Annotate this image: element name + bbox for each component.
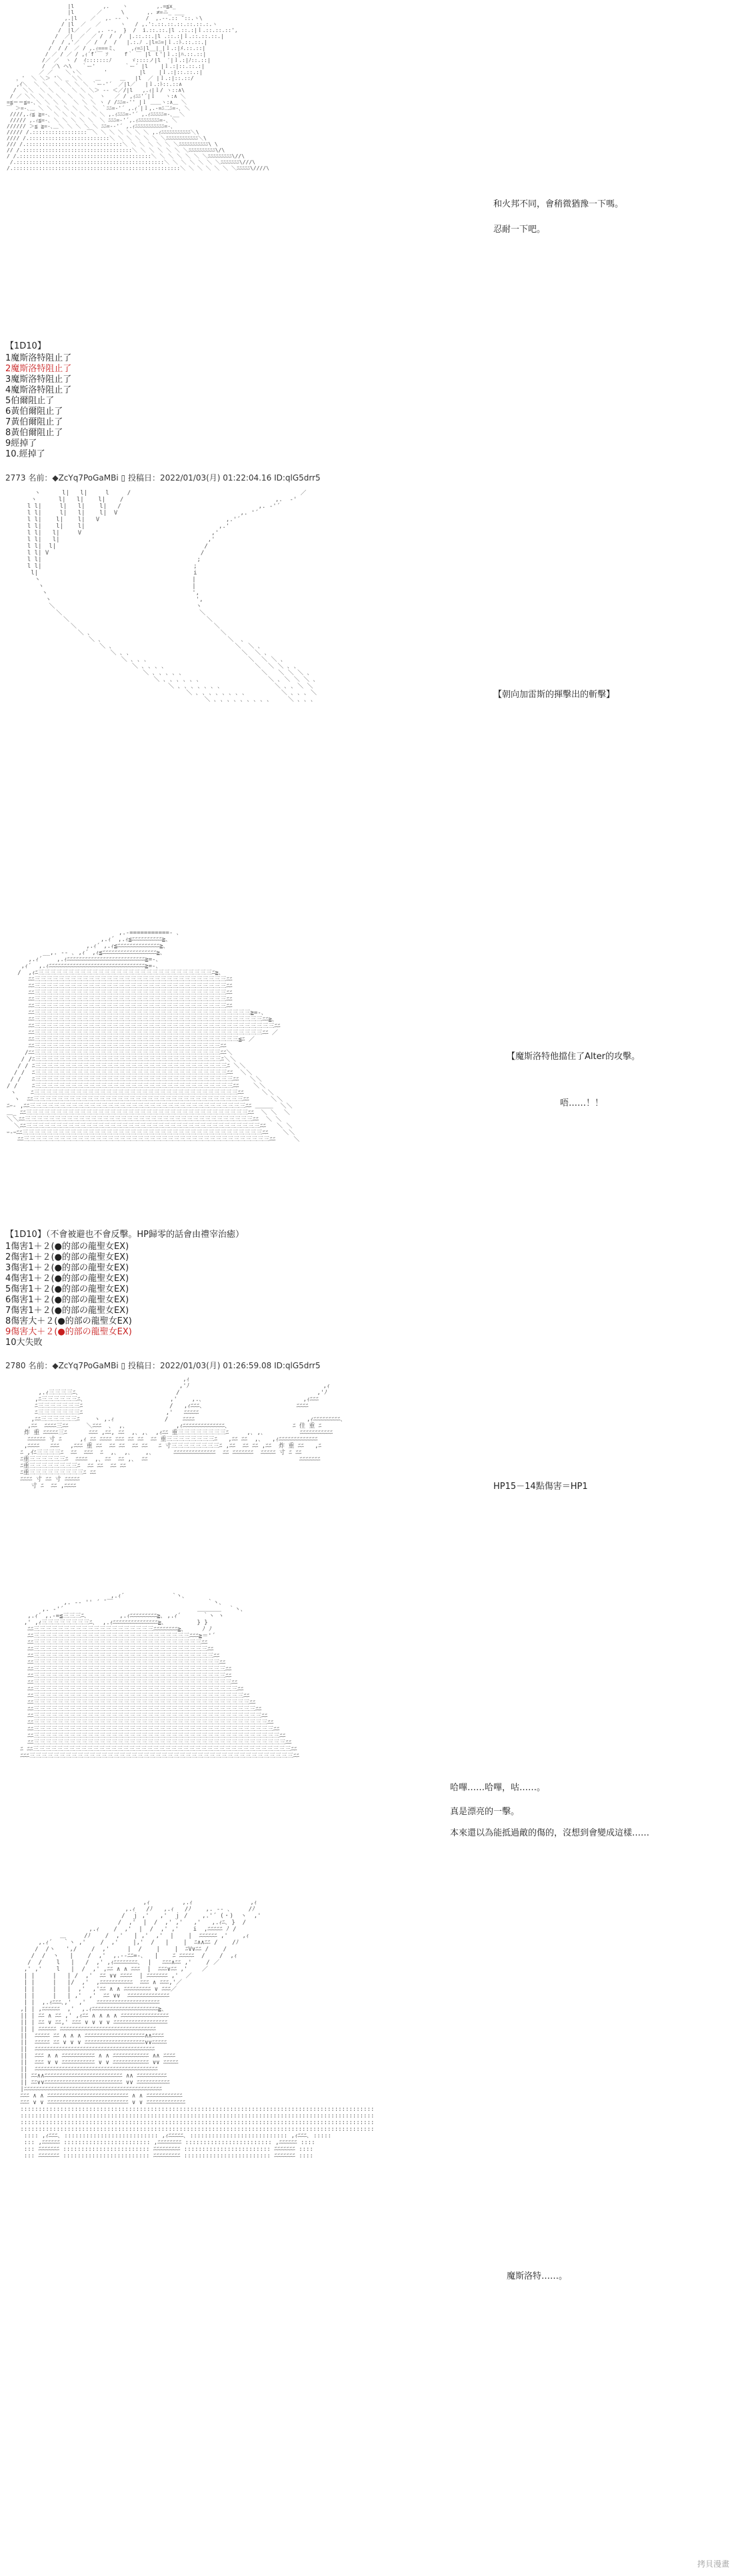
narration-panting: 哈嗶……哈嗶，咕……。 — [450, 1783, 546, 1793]
dice-result: 8黃伯爾阻止了 — [5, 428, 63, 438]
narration-unexpected: 本來還以為能抵過敵的傷的，沒想到會變成這樣…… — [450, 1828, 650, 1838]
dice-label-1: 【1D10】 — [5, 341, 46, 351]
dice-result-selected: 9傷害大＋２(●的部の龍聖女EX) — [5, 1327, 132, 1337]
dice-result: 6傷害1＋２(●的部の龍聖女EX) — [5, 1295, 129, 1305]
ascii-art-armored-knight: ,ｨ ,.ｨ ,ｨ ,.ｨ /ﾉ ,.ｨ /ﾉ ,. ‐‐ ､ /ﾉ / ｊ ,' ,' ｊ / ,.'´ (・) ヽ ,' / ,' | / ,' ,' ,' ,.ｨﾆ､ } / ,.ｨ / ,' | / ,' ,' i ,ﾆﾆﾆﾆﾆ ﾉ / ＿ /ﾉ / ,' | ,' ,' | | ﾆﾆﾆﾆﾆﾆ ,' ,ｨ ,.ｨ´ ｀ヽ ,' / ,' |,' / | | ﾆ∧∧ﾆﾆ / /ﾉ / /ヽ ',/ / ,' | / | | ﾆV∨ﾆﾆ / / / / ヽ | / ,' ,.-‐ﾆﾆ=-､ | ﾆ ﾆﾆﾆﾆﾆ / / ,ｨ / / l | / ,' ,ｨﾆﾆﾆﾆﾆﾆﾆﾆ､ | ﾆﾆﾆ∧ﾆﾆ ,' / ／ ,' ,' l | / ,' ,ﾆﾆ ∧ ∧ ﾆﾆﾆ | ﾆﾆﾆ∨ﾆﾆ ,' ／ | | | | / ,' ﾆﾆ ∨∨ ﾆﾆﾆﾆ | ﾆﾆﾆﾆﾆﾆﾆ ,' ／ | | | |/ ,' ,ﾆﾆﾆﾆﾆﾆﾆﾆﾆﾆﾆ ﾆﾆﾆ ∧ ﾆﾆﾆ,'／ | | | | ,' ,'ﾆﾆ ∧ ∧ ﾆﾆﾆﾆﾆﾆﾆﾆﾆ ∨ ﾆﾆﾆ／ | | | | ,' ,' ﾆﾆ ∨∨ ﾆﾆﾆﾆﾆﾆﾆﾆﾆﾆﾆﾆﾆﾆ | | ,.ｨﾆﾆﾆ､,' ,' ﾆﾆﾆﾆﾆﾆﾆﾆﾆﾆﾆﾆﾆﾆﾆﾆﾆﾆﾆﾆﾆ ,| | ,ﾆﾆﾆﾆﾆﾆ ,' ,.ｨﾆﾆﾆﾆﾆﾆﾆﾆﾆﾆﾆﾆﾆﾆﾆﾆﾆﾆﾆﾆﾆﾆ≧､ || | ﾆﾆ ∧ ﾆﾆ ,' ,ｨﾆﾆ ∧ ∧ ∧ ∧ ﾆﾆﾆﾆﾆﾆﾆﾆﾆﾆﾆﾆﾆﾆﾆﾆ || | ﾆﾆ ∨ ﾆﾆ,' ﾆﾆﾆ ∨ ∨ ∨ ∨ ﾆﾆﾆﾆﾆﾆﾆﾆﾆﾆﾆﾆﾆﾆﾆﾆﾆﾆ || | ﾆﾆﾆﾆﾆﾆ ﾆﾆﾆﾆﾆﾆﾆﾆﾆﾆﾆﾆﾆﾆﾆﾆﾆﾆﾆﾆﾆﾆﾆﾆﾆﾆﾆﾆﾆﾆﾆﾆ || ﾆﾆﾆﾆﾆ ﾆﾆ ∧ ∧ ∧ ﾆﾆﾆﾆﾆﾆﾆﾆﾆﾆﾆﾆﾆﾆﾆﾆﾆﾆﾆﾆ∧∧ﾆﾆﾆﾆ || ﾆﾆﾆﾆﾆ ﾆﾆ ∨ ∨ ∨ ﾆﾆﾆﾆﾆﾆﾆﾆﾆﾆﾆﾆﾆﾆﾆﾆﾆﾆﾆﾆ∨∨ﾆﾆﾆﾆﾆ || ﾆﾆﾆﾆﾆﾆﾆﾆﾆﾆﾆﾆﾆﾆﾆﾆﾆﾆﾆﾆﾆﾆﾆﾆﾆﾆﾆﾆﾆﾆﾆﾆﾆﾆﾆﾆﾆﾆﾆﾆ || ﾆﾆﾆ ∧ ∧ ﾆﾆﾆﾆﾆﾆﾆﾆﾆﾆﾆ ∧ ∧ ﾆﾆﾆﾆﾆﾆﾆﾆﾆﾆﾆﾆ ∧∧ ﾆﾆﾆﾆ || ﾆﾆﾆ ∨ ∨ ﾆﾆﾆﾆﾆﾆﾆﾆﾆﾆﾆ ∨ ∨ ﾆﾆﾆﾆﾆﾆﾆﾆﾆﾆﾆﾆ ∨∨ ﾆﾆﾆﾆﾆ || ﾆﾆﾆﾆﾆﾆﾆﾆﾆﾆﾆﾆﾆﾆﾆﾆﾆﾆﾆﾆﾆﾆﾆﾆﾆﾆﾆﾆﾆﾆﾆﾆﾆﾆﾆﾆﾆﾆﾆﾆﾆ || ﾆﾆ∧∧ﾆﾆﾆﾆﾆﾆﾆﾆﾆﾆﾆﾆﾆﾆﾆﾆﾆﾆﾆﾆﾆﾆﾆﾆﾆﾆ ∧∧ ﾆﾆﾆﾆﾆﾆﾆﾆﾆﾆ || ﾆﾆ∨∨ﾆﾆﾆﾆﾆﾆﾆﾆﾆﾆﾆﾆﾆﾆﾆﾆﾆﾆﾆﾆﾆﾆﾆﾆﾆﾆ ∨∨ ﾆﾆﾆﾆﾆﾆﾆﾆﾆﾆﾆ |ﾆﾆﾆﾆﾆﾆﾆﾆﾆﾆﾆﾆﾆﾆﾆﾆﾆﾆﾆﾆﾆﾆﾆﾆﾆﾆﾆﾆﾆﾆﾆﾆﾆﾆﾆﾆﾆﾆﾆﾆﾆﾆﾆﾆﾆﾆ ﾆﾆﾆ ∧ ∧ ﾆﾆﾆﾆﾆﾆﾆﾆﾆﾆﾆﾆﾆﾆﾆﾆﾆﾆﾆﾆﾆﾆﾆﾆﾆﾆﾆ ∧ ∧ ﾆﾆﾆﾆﾆﾆﾆﾆﾆﾆﾆﾆ ﾆﾆﾆ ∨ ∨ ﾆﾆﾆﾆﾆﾆﾆﾆﾆﾆﾆﾆﾆﾆﾆﾆﾆﾆﾆﾆﾆﾆﾆﾆﾆﾆﾆ ∨ ∨ ﾆﾆﾆﾆﾆﾆﾆﾆﾆﾆﾆﾆﾆ :::::::::::::::::::::::::::::::::::::::::::::::::::::::::::::::::::::::::::::::::::::::::::::::::: :::::::::::::::::::::::::::::::::::::::::::::::::::::::::::::::::::::::::::::::::::::::::::::::::: :::::::::::::::::::::::::::::::::::::::::::::::::::::::::::::::::::::::::::::::::::::::::::::::::: :::::::::::::::::::::::::::::::::::::::::::::::::::::::::::::::::::::::::::::::::::::::::::::::::: :::: ,ｨﾆﾆﾆ､ :::::::::::::::::::::::::: ,ｨﾆﾆﾆﾆﾆ､ ::::::::::::::::::::::::::: ,ｨﾆﾆﾆ､ ::::: ::: ,ﾆﾆﾆﾆﾆﾆ :::::::::::::::::::::::: ,ﾆﾆﾆﾆﾆﾆﾆﾆ :::::::::::::::::::::::: ,ﾆﾆﾆﾆﾆﾆ :::: ::: ﾆﾆﾆﾆﾆﾆﾆ :::::::::::::::::::::::: ﾆﾆﾆﾆﾆﾆﾆﾆﾆ :::::::::::::::::::::::: ﾆﾆﾆﾆﾆﾆﾆ :::: ::: ﾆﾆﾆﾆﾆﾆﾆ :::::::::::::::::::::::: ﾆﾆﾆﾆﾆﾆﾆﾆﾆ :::::::::::::::::::::::: ﾆﾆﾆﾆﾆﾆﾆ :::: — [20, 1900, 375, 2159]
narration-lancelot-blocks: 【魔斯洛特他擋住了Alter的攻擊。 — [507, 1052, 640, 1062]
ascii-art-knights-embrace: |l ,. ヽ ,.=≦x_ |l ／ \ ,. ≠=ニ_ ___ ,.|l ／ ,. -‐ ヽ / ,.-‐.:: ̄ ::.ヽ\ / |l ／ ／ ヽ / ,.':.::.::.::.::.::.:.ヽ / |l／ ／ ,. ‐‐, } / i.::.::.|l .::.:|ｌ.::.::.::', / ／| ／ ／ / / / |.::.::.|l .::.:|ｌ.::.::.::.| / / ,'／ ／ / / / |.:.ﾉ .|l=ﾆ=|ｌ.:ﾄ.::.::.| / / / ／ / ,.ｨ===ミ、 ,ｨ=ﾆ|l__|_|ｌ.:|ﾒ.::.::| / ／ / ／ / ,ｨ´f´￣ ｿ f｀ ￣ |l ｔ'|ｌ.:|ﾊ.::.::| /／ ／ ヽ / ｲ:::::::ﾉ ゞ::::ノ|l ′|ｌ.:|ﾉ::.::| / ／\ ヘ\ ｀ー' ｀ー´ |l |ｌ.:|::.::.:| ／ ／ ＼ヽ＼ ' |l |ｌ.:|::.::.:| ，' ＼ ＼＞ '＼ _ ＼＼ ＿ ＿ |l ／ |ｌ.:|::.::/ ,ｲ＼ ＼ ＼ ＼ ＼ ＼ ＼ ｀ー‐'´ ／|l／ |ｌ.:ﾄ::.::∧ / ＼＼ ＼ ＼ ＼ ＼ ＼ ＼＞ ‐‐ ＜／/|l ,.ｨ|ｌ/ ヽ::∧\ / ／ ＼＼ ＼ ＼ ＼ ＼ ＼ ＼ ヽ ／ / ,ｨﾆﾆ'´|ｌ ヽ:∧ ＼ =≦＝＝≦=-､＼ ＼ ＼ ＼ ＼ ＼ ＼ ヽ / /ﾆﾆ=‐'' |ｌ ＿＿ヽ:∧＿ ＼ ￣ ＞=-､＿ ＼ ＼ ＼ ＼ ＼ ＼ ＼ ｀ﾆﾆ=‐'´ ,.ｨ´|ｌ,.-=ﾆ二ﾆ=-､ ＼ ////,.ｨ≦ ≧=-､ ＼ ＼ ＼ ＼ ＼ ＼ ,.ｨﾆﾆﾆ=‐'´ ,.ｨﾆﾆﾆﾆﾆ=-､__＼ ///// ,.ｨ≦=-､ ＼ ＼ ＼ ＼ ＼ ＼ ﾆﾆﾆ=‐'´,.ｨﾆﾆﾆﾆﾆﾆﾆﾆ=-､ ＼ ////// ＞≦ ≧=-､＿＼ ＼ ＼ ＼ ＼ ﾆﾆ=-‐'´ ,.ｨﾆﾆﾆﾆﾆﾆﾆﾆﾆﾆﾆ=-､ ///// /.:::::::::::::::::￣＼ ＼ ＼ ＼ ＼ ＼ ＼ ,.ｨﾆﾆﾆﾆﾆﾆﾆﾆﾆﾆﾆ＼\ //// /.:::::::::::::::::::::::::＼ ＼ ＼ ＼ ＼ ＼ ＼ﾆﾆﾆﾆﾆﾆﾆﾆﾆﾆﾆﾆ＼\ /// /.::::::::::::::::::::::::::::::＼ ＼ ＼ ＼ ＼ ＼ ＼ﾆﾆﾆﾆﾆﾆﾆﾆﾆﾆﾆ\ \ // /.::::::::::::::::::::::::::::::::::＼ ＼ ＼ ＼ ＼ ＼ ＼ﾆﾆﾆﾆﾆﾆﾆﾆﾆﾆ\/\ / /.:::::::::::::::::::::::::::::::::::::::::＼ ＼ ＼ ＼ ＼ ＼ ＼ﾆﾆﾆﾆﾆﾆﾆﾆﾆ\//\ /.::::::::::::::::::::::::::::::::::::::::::::::＼ ＼ ＼ ＼ ＼ ＼ ＼ﾆﾆﾆﾆﾆﾆﾆ\///\ /.::::::::::::::::::::::::::::::::::::::::::::::::::::＼ ＼ ＼ ＼ ＼ ＼ ＼ﾆﾆﾆﾆﾆ\////\ — [7, 3, 269, 171]
dice-result: 5傷害1＋２(●的部の龍聖女EX) — [5, 1284, 129, 1294]
dice-result: 4魔斯洛特阻止了 — [5, 385, 72, 395]
dice-result: 5伯爾阻止了 — [5, 396, 55, 406]
dice-result: 7黃伯爾阻止了 — [5, 417, 63, 427]
dice-results-1 — [5, 353, 71, 460]
dice-result: 4傷害1＋２(●的部の龍聖女EX) — [5, 1274, 129, 1284]
dice-result: 3魔斯洛特阻止了 — [5, 375, 72, 385]
dice-result-selected: 2魔斯洛特阻止了 — [5, 364, 72, 374]
dice-result: 10.經掉了 — [5, 449, 45, 459]
hp-calculation: HP15－14點傷害＝HP1 — [493, 1482, 588, 1492]
dice-result: 8傷害大＋２(●的部の龍聖女EX) — [5, 1316, 132, 1326]
ascii-art-lancelot-blocks: ,.-===========- ､ ,.ｨ´ ,.ｨ≦ﾆﾆﾆﾆﾆﾆﾆﾆﾆﾆ≧､ ,.ｨ´ ,.ｨ≦ﾆﾆﾆﾆﾆﾆﾆﾆﾆﾆﾆﾆﾆﾆ≧､ __,. -‐ ､ ,ｨ´ ,ｨ≦ﾆﾆﾆﾆﾆﾆﾆﾆﾆﾆﾆﾆﾆﾆﾆﾆﾆﾆ≧､ ,.ｨ´ ,.ｨﾆﾆﾆﾆﾆﾆﾆﾆﾆﾆﾆﾆﾆﾆﾆﾆﾆﾆﾆﾆﾆﾆﾆﾆﾆﾆ≧=-､ ,ｨ´ ,.ｨﾆﾆﾆﾆﾆﾆﾆﾆﾆﾆﾆﾆﾆﾆﾆﾆﾆﾆﾆﾆﾆﾆﾆﾆﾆﾆﾆﾆﾆﾆﾆﾆ≧=-､ / ,ｨﾆ三三三三三三三三三三三三三三三三三三三三三三三三三三三三三ﾆ≧､ ﾆﾆ三三三三三三三三三三三三三三三三三三三三三三三三三三三三三三三三ﾆﾆ ﾆﾆ三三三三三三三三三三三三三三三三三三三三三三三三三三三三三三三三ﾆﾆ ﾆﾆ三三三三三三三三三三三三三三三三三三三三三三三三三三三三三三三三ﾆﾆ ﾆﾆ三三三三三三三三三三三三三三三三三三三三三三三三三三三三三三三三ﾆﾆ ﾆﾆ三三三三三三三三三三三三三三三三三三三三三三三三三三三三三三三三ﾆﾆ ﾆﾆ三三三三三三三三三三三三三三三三三三三三三三三三三三三三三三三三三三三三≧=-､ ﾆﾆ三三三三三三三三三三三三三三三三三三三三三三三三三三三三三三三三三三三三三三ﾆﾆ≧､ ﾆﾆ三三三三三三三三三三三三三三三三三三三三三三三三三三三三三三三三三三三三三三三三ﾆﾆ ﾆﾆ三三三三三三三三三三三三三三三三三三三三三三三三三三三三三三三三三三三三三三ﾆﾆ ／ ﾆﾆ三三三三三三三三三三三三三三三三三三三三三三三三三三三三三三三三三三≦ﾆ ／ ﾆﾆ三三三三三三三三三三三三三三三三三三三三三三三三三三三三三三三ﾆﾆ /ﾆﾆ三三三三三三三三三三三三三三三三三三三三三三三三三三三三三三三ﾆﾆ＼ / /ﾆ三三三三三三三三三三三三三三三三三三三三三三三三三三三三三三三ﾆ＼＼ / / ﾆ三三三三三三三三三三三三三三三三三三三三三三三三三三三三三三三三ﾆ ＼＼ / / ﾆ三三三三三三三三三三三三三三三三三三三三三三三三三三三三三三三三ﾆﾆ ＼＼ / / ﾆ三三三三三三三三三三三三三三三三三三三三三三三三三三三三三三三三三ﾆﾆ ＼＼ / / ﾆ三三三三三三三三三三三三三三三三三三三三三三三三三三三三三三三三三ﾆﾆ ＼＼ ヽ ﾆ三三三三三三三三三三三三三三三三三三三三三三三三三三三三三三三三三三ﾆﾆ ＼＼ ヽ ﾆﾆ三三三三三三三三三三三三三三三三三三三三三三三三三三三三三三三三三三三ﾆﾆ ＼＼ ﾆｰ- ,ﾆﾆ三三三三三三三三三三三三三三三三三三三三三三三三三三三三三三三三三三三三ﾆﾆ ＿＿＿ ＼＼ ＿_ ﾆﾆ三三三三三三三三三三三三三三三三三三三三三三三三三三三三三三三三三三三三三ﾆﾆ ＼ ＼ ＼ ＼＼ﾆﾆ三三三三三三三三三三三三三三三三三三三三三三三三三三三三三三三三三三三三三三ﾆﾆ ＼ ＼ ＼ﾆﾆ三三三三三三三三三三三三三三三三三三三三三三三三三三三三三三三三三三三三三三三ﾆﾆ ＼ ＼ ｰ-ｰﾆﾆ三三三三三三三三三三三三三三三三三三三三三三三三三三三三三三三三三三三三三三三三ﾆﾆ ＼＼ ﾆﾆ三三三三三三三三三三三三三三三三三三三三三三三三三三三三三三三三三三三三三三三三三ﾆﾆ ＼ — [7, 930, 300, 1143]
narration-beautiful-strike: 真是漂亮的一擊。 — [450, 1807, 520, 1817]
post-header-2780: 2780 名前：◆ZcYq7PoGaMBi ▯ 投稿日：2022/01/03(月) 01:26:59.08 ID:qlG5drr5 — [5, 1361, 321, 1370]
dice-result: 3傷害1＋２(●的部の龍聖女EX) — [5, 1263, 129, 1273]
dice-result: 1傷害1＋２(●的部の龍聖女EX) — [5, 1242, 129, 1252]
narration-slash-toward-gareth: 【朝向加雷斯的揮擊出的斬擊】 — [493, 690, 615, 700]
dice-label-2: 【1D10】（不會被避也不會反擊。HP歸零的話會由禮宰治癒） — [5, 1230, 244, 1240]
dice-result: 2傷害1＋２(●的部の龍聖女EX) — [5, 1252, 129, 1262]
narration-hesitate: 和火邦不同，會稍微猶豫一下嗎。 — [493, 199, 624, 209]
dice-results-2 — [5, 1242, 132, 1348]
ascii-art-slash-strike: ヽ l| l| l / ／ ヽ l| l| l| / ,. ‐' l l| l| l| l| / ,. ‐'´ l l| l| l| l| V ,. '´ l l| l| l| V ,.'´ l l| l| l| ,.' l l| l| V ,' l l| l| ,' l l| l| / l l| V / l l| ; l l| ; l| i ヽ | ヽ | ヽ ', ヽ ', ＼ ヽ ＼ ＼ ＼ ＼ ＼ ＼ ＼ ､ ＼ ＼ ､ ＼ ､ ＼ ､ ＼ ＼ ､ ＼ ､ ､ ＼ ＼ ､ ＼ ､ ､ ､ ＼ ＼ ＼ ､ ＼ ､ ､ ､ ､ ＼ ＼ ＼ ､ ､ ＼ ､ ､ ､ ､ ､ ＼ ＼ ＼ ＼ ､ ＼ ､ ､ ､ ､ ､ ､ ＼ ､ ＼ ＼ ＼ ､ ＼ ､ ､ ､ ､ ､ ､ ､ ＼ ､ ､ ＼ ＼ ＼ ､ ､ ､ ､ ､ ､ ､ ､ ＼ ､ ､ ､ ＼ ＼ ､ ､ ､ ､ ､ ､ ､ ､ ､ ＼ ､ ､ ､ — [27, 490, 317, 703]
post-header-2773: 2773 名前：◆ZcYq7PoGaMBi ▯ 投稿日：2022/01/03(月) 01:22:04.16 ID:qlG5drr5 — [5, 473, 321, 483]
narration-endure: 忍耐一下吧。 — [493, 225, 546, 235]
narration-lancelot-call: 魔斯洛特……。 — [507, 2271, 568, 2281]
watermark: 拷貝漫畫 — [697, 2559, 729, 2569]
ascii-art-battle-aftermath: ,.ｨ´￣￣￣￣￣￣￣￣`ヽ､ ,. -‐ '' ´ ̄ ￣ ｀ヽ､ ,. ‐'´ ＿＿＿＿ ｀ヽ､ ,.ｨ´ ,.-=≦三三三ﾆ､ ,.ｨﾆﾆﾆﾆﾆﾆﾆﾆﾆ≧､ ,.ｨ´ ｀ヽ ヽ ,' ,ｨ三三三三三三三三ﾆ､ ,.ｨﾆﾆﾆﾆﾆﾆﾆﾆﾆﾆﾆﾆﾆﾆﾆ≧､ } } ﾆﾆ三三三三三三三三三三三三三三三三三三三三ﾆﾆﾆﾆﾆﾆﾆﾆ≧､ ﾉ ﾉ ﾆﾆ三三三三三三三三三三三三三三三三三三三三三三三三三三ﾆﾆﾆ≧＝'´ ﾆﾆ三三三三三三三三三三三三三三三三三三三三三三三三三三三三ﾆﾆ ﾆﾆ三三三三三三三三三三三三三三三三三三三三三三三三三三三三三ﾆﾆ ﾆﾆ三三三三三三三三三三三三三三三三三三三三三三三三三三三三三三ﾆﾆ ﾆﾆ三三三三三三三三三三三三三三三三三三三三三三三三三三三三三三三ﾆﾆ ﾆﾆ三三三三三三三三三三三三三三三三三三三三三三三三三三三三三三三三ﾆﾆ ﾆﾆ三三三三三三三三三三三三三三三三三三三三三三三三三三三三三三三三ﾆﾆ ﾆﾆ三三三三三三三三三三三三三三三三三三三三三三三三三三三三三三三三三ﾆﾆ ﾆﾆ三三三三三三三三三三三三三三三三三三三三三三三三三三三三三三三三三三ﾆﾆ ﾆﾆ三三三三三三三三三三三三三三三三三三三三三三三三三三三三三三三三三三三ﾆﾆ ﾆﾆ三三三三三三三三三三三三三三三三三三三三三三三三三三三三三三三三三三三三ﾆﾆ ﾆﾆ三三三三三三三三三三三三三三三三三三三三三三三三三三三三三三三三三三三三三ﾆﾆ ﾆﾆ三三三三三三三三三三三三三三三三三三三三三三三三三三三三三三三三三三三三三三ﾆﾆ ﾆﾆ三三三三三三三三三三三三三三三三三三三三三三三三三三三三三三三三三三三三三三三ﾆﾆ ﾆﾆ三三三三三三三三三三三三三三三三三三三三三三三三三三三三三三三三三三三三三三三三ﾆﾆ ﾆﾆ三三三三三三三三三三三三三三三三三三三三三三三三三三三三三三三三三三三三三三三三三ﾆﾆ ﾆﾆ三三三三三三三三三三三三三三三三三三三三三三三三三三三三三三三三三三三三三三三三三三ﾆﾆ ﾆ ﾆﾆ三三三三三三三三三三三三三三三三三三三三三三三三三三三三三三三三三三三三三三三三三三三ﾆﾆ ﾆﾆﾆ三三三三三三三三三三三三三三三三三三三三三三三三三三三三三三三三三三三三三三三三三三三三ﾆﾆ — [20, 1593, 299, 1760]
dice-result: 1魔斯洛特阻止了 — [5, 353, 72, 363]
dice-result: 6黃伯爾阻止了 — [5, 407, 63, 417]
dice-result: 7傷害1＋２(●的部の龍聖女EX) — [5, 1306, 129, 1316]
dice-result: 10大失敗 — [5, 1338, 43, 1348]
narration-groan: 唔……！！ — [560, 1098, 604, 1108]
dice-result: 9經掉了 — [5, 439, 37, 449]
ascii-art-explosion-sfx: ,ｨ ,'ﾉ ,ｨ ,.ｨ三三三三ﾆ､ / ,'ﾉ ,ﾆ三三三三三三ﾆ､ ,' ,.､ ,ｨﾆﾆﾆ ﾆ三三三三三三三ﾆ / ,ｨﾆﾆﾆ､ ﾆﾆﾆﾆ ﾆ三三三三三三三ﾆ ,' ﾆﾆﾆﾆﾆ ,ﾆﾆ三三三三三三ﾆ ヽ ,.ｨ / ﾆﾆﾆﾆ ,ｨﾆﾆﾆﾆﾆﾆﾆﾆﾆ､ ,ﾆﾆ ﾆﾆﾆﾆ三ﾆﾆ ＼ﾆﾆﾆ ､ ,､ ,ｨﾆﾆﾆﾆﾆﾆﾆﾆﾆﾆﾆﾆﾆﾆ､ ﾆ 佳 重 ﾆ 炸 重 ﾆﾆﾆﾆﾆ三ﾆ ﾆﾆﾆ ,ﾆﾆ, ﾆﾆ ,､ ,､ ,ｨﾆﾆ 重三三三三三三三三ﾆ ,､ ,､ ﾆﾆﾆﾆﾆﾆﾆﾆﾆﾆﾆ ﾆﾆﾆﾆﾆﾆ 寸 ﾆ ,ｨ ﾆﾆ ﾆﾆﾆﾆ ﾆﾆﾆ ﾆﾆ ﾆﾆ ﾆﾆ 重三三三三三三三三ﾆ ,ﾆﾆ ﾆﾆ ,､ ,ｨﾆﾆﾆﾆﾆﾆﾆﾆﾆﾆﾆﾆﾆ ,ﾆﾆﾆﾆ ﾆﾆﾆ ,ﾆﾆﾆ 重 ﾆﾆ ﾆﾆ ﾆﾆ ﾆﾆ ﾆﾆ ﾆ 寸三三三三三三三三ﾆ ,ﾆﾆ ﾆﾆ ﾆﾆ ,ﾆﾆ 炸 重 ﾆﾆ ,ﾆ ﾆ ,ｲﾆ三三三三ﾆ ﾆﾆ ﾆﾆﾆ ﾆ ,､ ,､ ,､ ﾆﾆﾆﾆﾆﾆﾆﾆﾆﾆﾆﾆﾆﾆ ﾆﾆ ﾆﾆﾆﾆﾆﾆﾆ ﾆﾆﾆﾆﾆ 寸 ﾆ ﾆﾆ ﾆ重三三三三三三ﾆ ﾆﾆﾆﾆ ,､ ﾆﾆ ﾆﾆ ,､ ﾆﾆ ﾆﾆﾆﾆﾆﾆﾆ ﾆ重三三三三三三三三ﾆ ﾆﾆ ﾆﾆ ﾆﾆ ﾆﾆ ﾆ重三三三三三三三三三ﾆ ﾆﾆ ﾆﾆﾆﾆ 寸 ﾆﾆ 寸 ﾆﾆﾆﾆﾆ 寸 ﾆ ﾆﾆ ,ﾆﾆﾆﾆ — [20, 1376, 343, 1490]
